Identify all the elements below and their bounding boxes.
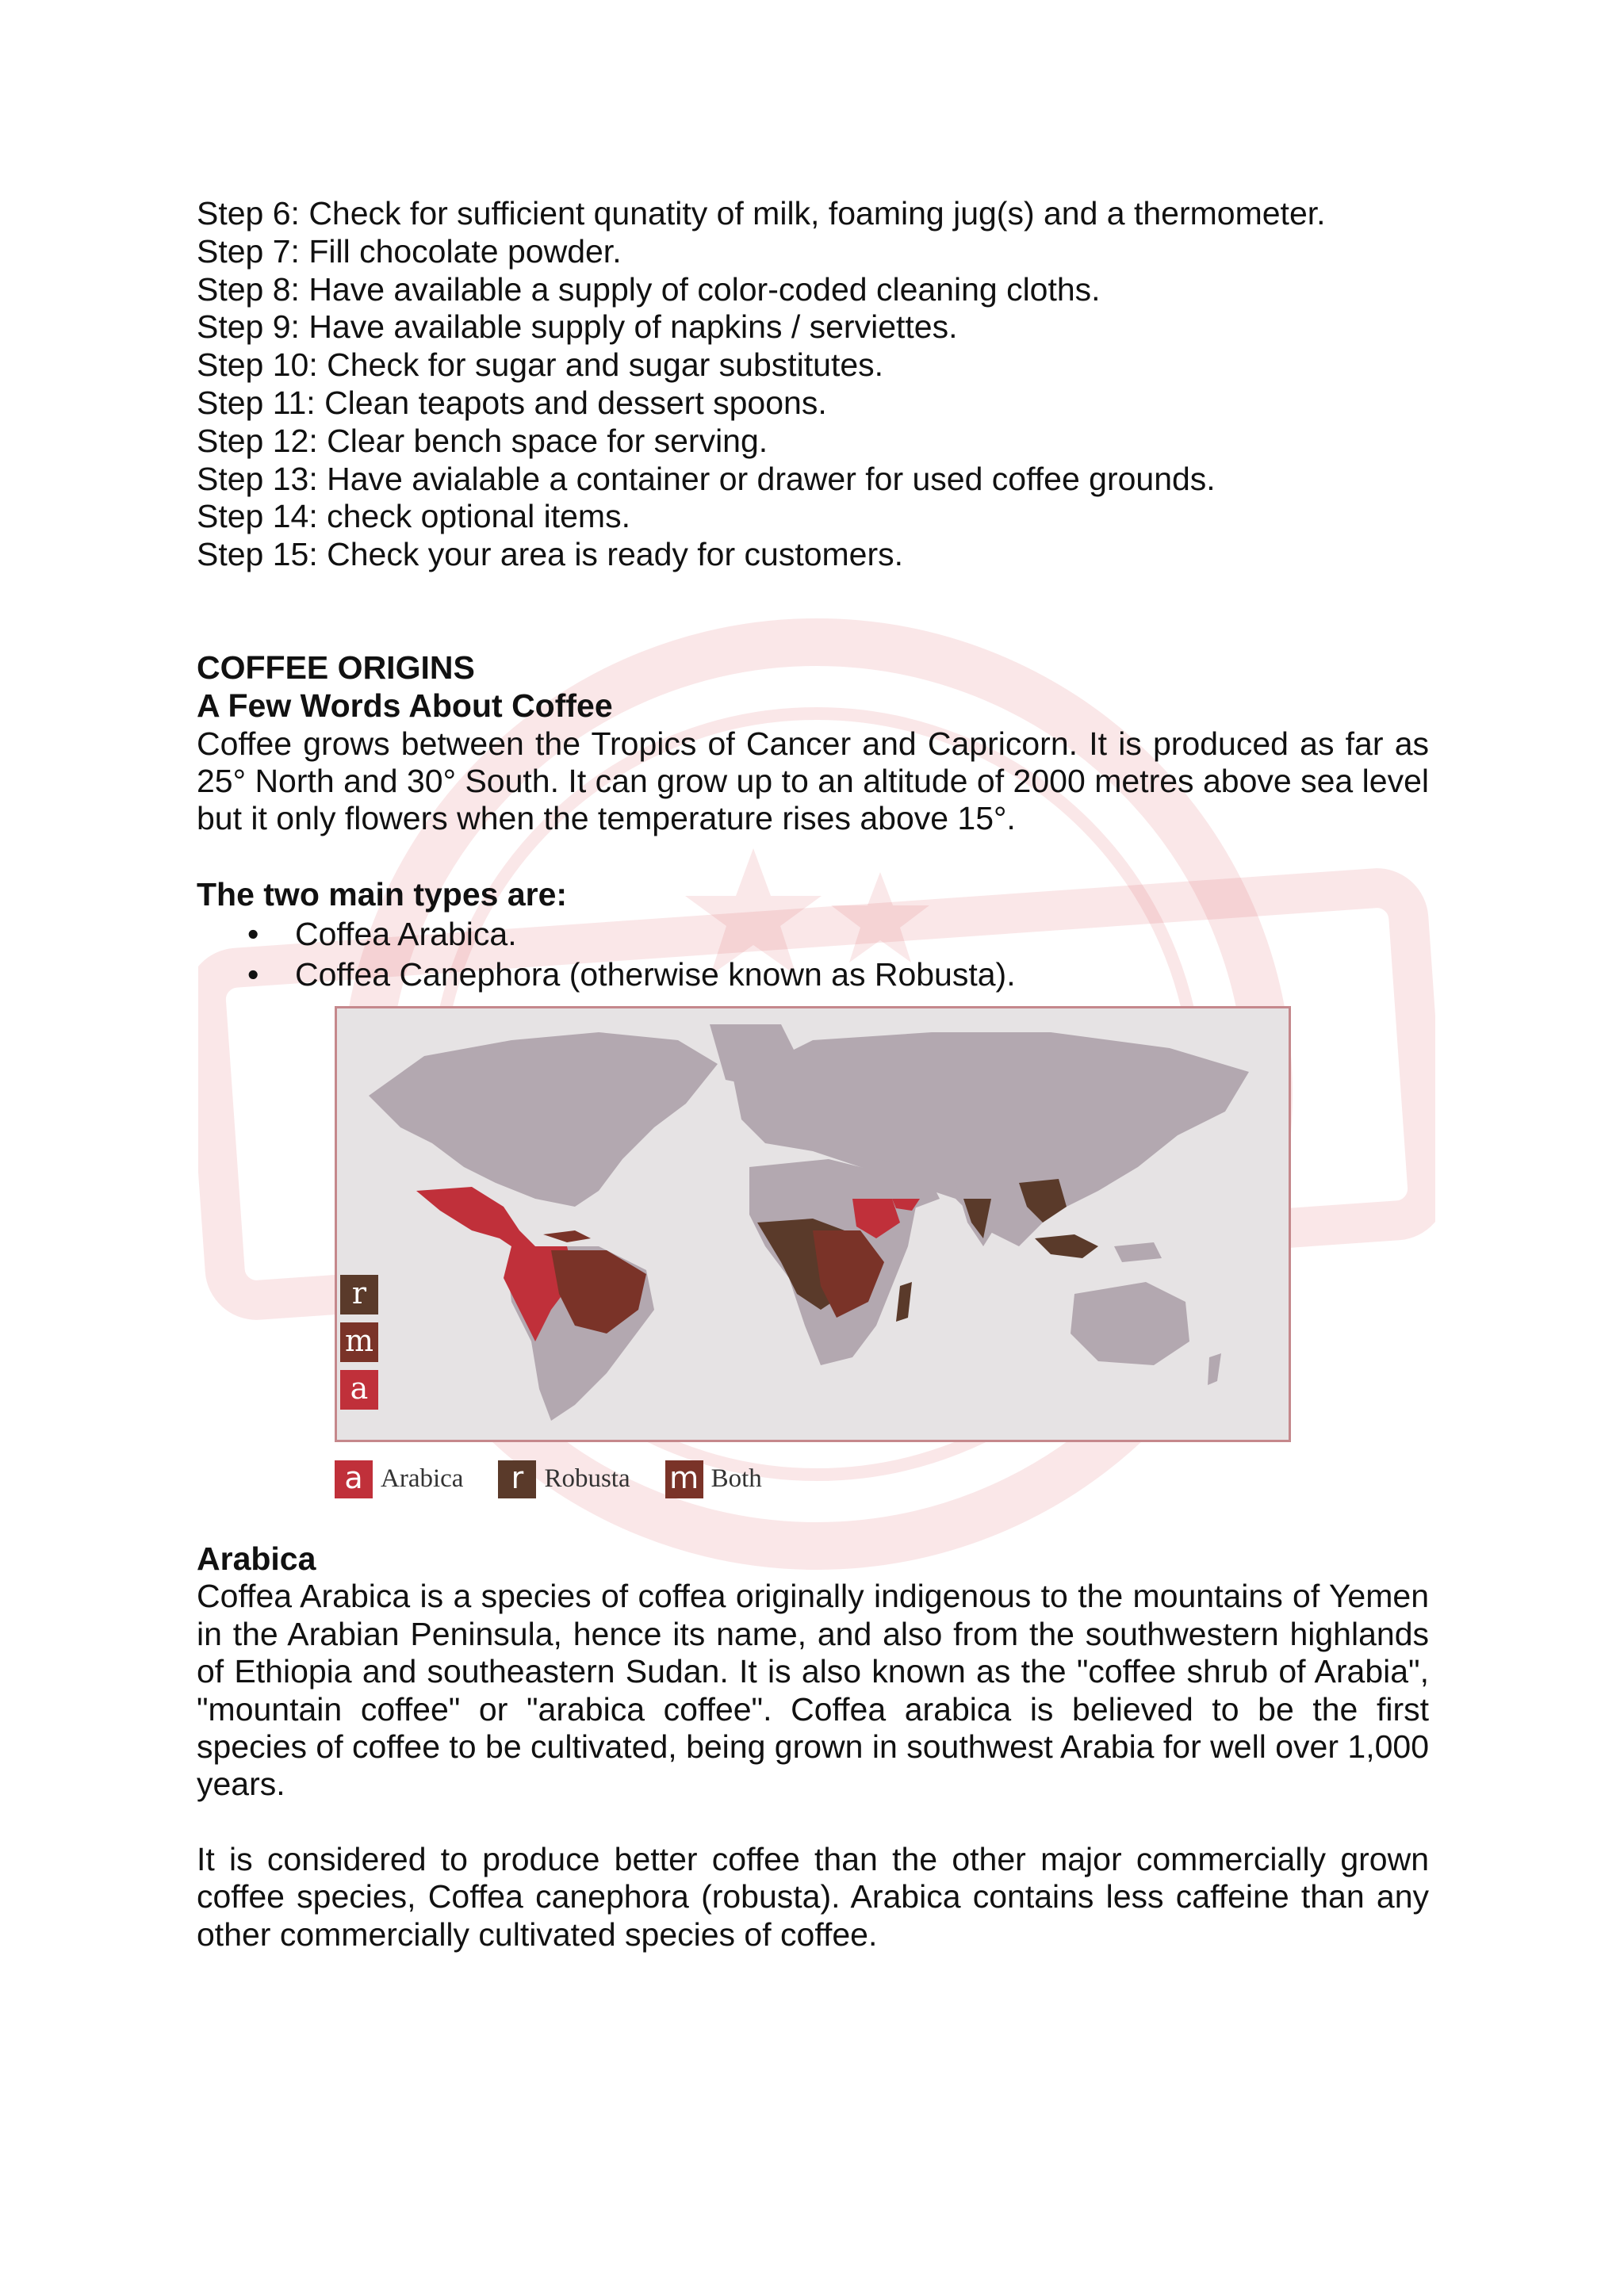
legend-swatch-robusta: r bbox=[498, 1460, 536, 1498]
list-item: • Coffea Canephora (otherwise known as Robusta). bbox=[197, 955, 1429, 995]
legend-robusta bbox=[498, 1460, 630, 1498]
step-10: Step 10: Check for sugar and sugar substitutes. bbox=[197, 346, 884, 384]
arabica-paragraph-1: Coffea Arabica is a species of coffea originally indigenous to the mountains of Yemen in the Arabian Peninsula, hence its name, and also from the southwestern highlands of Ethiopia and southeastern Sudan. It is also known as the "coffee shrub of Arabia", "mountain coffee" or "arabica coffee". Coffea arabica is believed to be the first species of coffee to be cultivated, being grown in southwest Arabia for well over 1,000 years. bbox=[197, 1578, 1429, 1803]
section-subheading: A Few Words About Coffee bbox=[197, 687, 613, 724]
step-13: Step 13: Have avialable a container or drawer for used coffee grounds. bbox=[197, 460, 1216, 497]
step-9: Step 9: Have available supply of napkins / serviettes. bbox=[197, 308, 958, 346]
step-7: Step 7: Fill chocolate powder. bbox=[197, 232, 622, 270]
legend-label-both: Both bbox=[710, 1464, 762, 1494]
step-14: Step 14: check optional items. bbox=[197, 498, 630, 535]
step-15: Step 15: Check your area is ready for customers. bbox=[197, 536, 904, 573]
step-12: Step 12: Clear bench space for serving. bbox=[197, 422, 768, 459]
arabica-paragraph-2: It is considered to produce better coffee than the other major commercially grown coffee species, Coffea canephora (robusta). Arabica contains less caffeine than any other commercially cultivated species of coffee. bbox=[197, 1840, 1429, 1953]
coffee-map-figure bbox=[335, 1006, 1291, 1501]
intro-paragraph: Coffee grows between the Tropics of Cancer and Capricorn. It is produced as far as 25° North and 30° South. It can grow up to an altitude of 2000 metres above sea level but it only flowers when the temperature rises above 15°. bbox=[197, 725, 1429, 837]
list-item: • Coffea Arabica. bbox=[197, 914, 1429, 955]
types-heading: The two main types are: bbox=[197, 875, 568, 913]
legend-swatch-both: m bbox=[665, 1460, 703, 1498]
step-11: Step 11: Clean teapots and dessert spoons. bbox=[197, 384, 827, 421]
document-page bbox=[197, 195, 1429, 1954]
legend-swatch-arabica: a bbox=[335, 1460, 373, 1498]
world-map-svg bbox=[337, 1008, 1289, 1440]
map-key-robusta: r bbox=[340, 1275, 378, 1314]
types-list bbox=[197, 914, 1429, 995]
map-key-both: m bbox=[340, 1322, 378, 1362]
world-map bbox=[335, 1006, 1291, 1442]
legend-both bbox=[665, 1460, 762, 1498]
paragraph-gap bbox=[197, 1804, 1429, 1841]
step-6: Step 6: Check for sufficient qunatity of milk, foaming jug(s) and a thermometer. bbox=[197, 195, 1326, 232]
legend-label-robusta: Robusta bbox=[544, 1464, 630, 1494]
section-heading-coffee-origins: COFFEE ORIGINS bbox=[197, 649, 475, 686]
map-key-arabica: a bbox=[340, 1370, 378, 1410]
step-8: Step 8: Have available a supply of color-coded cleaning cloths. bbox=[197, 270, 1101, 308]
arabica-heading: Arabica bbox=[197, 1540, 316, 1577]
map-legend bbox=[335, 1458, 1291, 1501]
legend-arabica bbox=[335, 1460, 463, 1498]
legend-label-arabica: Arabica bbox=[381, 1464, 464, 1494]
steps-list bbox=[197, 195, 1429, 574]
